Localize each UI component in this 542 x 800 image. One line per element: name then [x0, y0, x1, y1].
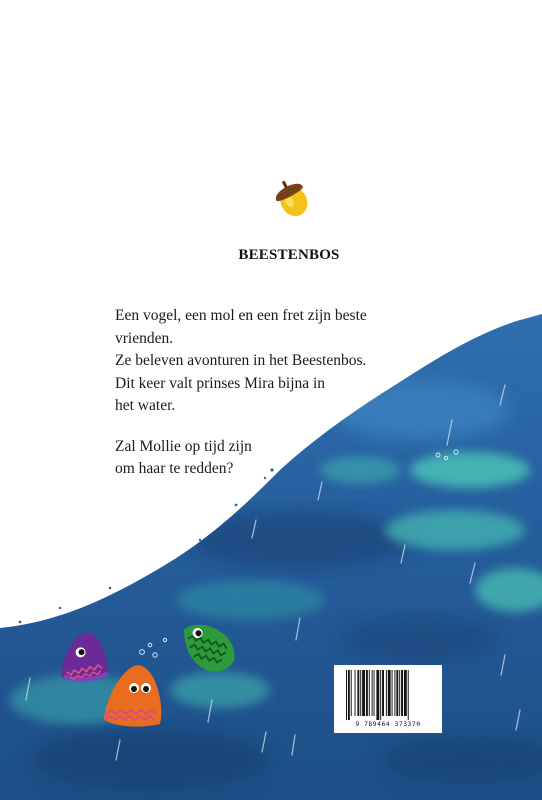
- barcode-bar: [372, 670, 373, 716]
- paragraph-gap: [115, 418, 415, 436]
- blurb-line: Dit keer valt prinses Mira bijna in: [115, 374, 326, 392]
- barcode-bar: [355, 670, 356, 716]
- book-title: BEESTENBOS: [238, 247, 340, 263]
- barcode-bar: [388, 670, 391, 716]
- barcode-bar: [394, 670, 395, 716]
- barcode-bar: [346, 670, 347, 720]
- barcode-bar: [366, 670, 368, 716]
- barcode-bar: [404, 670, 407, 716]
- barcode-bar: [348, 670, 350, 720]
- barcode-bar: [360, 670, 361, 716]
- barcode-bar: [386, 670, 387, 716]
- barcode-bar: [374, 670, 375, 716]
- barcode-bar: [362, 670, 365, 716]
- barcode-bar: [396, 670, 398, 716]
- barcode-bar: [376, 670, 379, 720]
- barcode-bar: [382, 670, 384, 716]
- blurb-line: het water.: [115, 397, 176, 414]
- blurb-line: Zal Mollie op tijd zijn: [115, 437, 252, 455]
- barcode-bar: [408, 670, 409, 720]
- blurb-line: Een vogel, een mol en een fret zijn beste: [115, 307, 367, 324]
- barcode-bar: [380, 670, 381, 720]
- blurb-line: om haar te redden?: [115, 460, 234, 477]
- barcode-bars: [344, 670, 432, 720]
- isbn-number: 9 789464 373370: [355, 720, 421, 728]
- book-blurb: [115, 305, 415, 481]
- blurb-line: Ze beleven avonturen in het Beestenbos.: [115, 352, 367, 369]
- barcode-bar: [351, 670, 352, 716]
- barcode-bar: [369, 670, 370, 716]
- green-fish-creature: [176, 621, 240, 677]
- barcode-bar: [399, 670, 400, 716]
- acorn-icon: [266, 172, 318, 222]
- orange-creature: [104, 665, 161, 726]
- barcode-bar: [357, 670, 359, 716]
- barcode-bar: [401, 670, 403, 716]
- blurb-line: vrienden.: [115, 329, 174, 347]
- barcode-bar: [392, 670, 393, 716]
- barcode: [334, 665, 442, 733]
